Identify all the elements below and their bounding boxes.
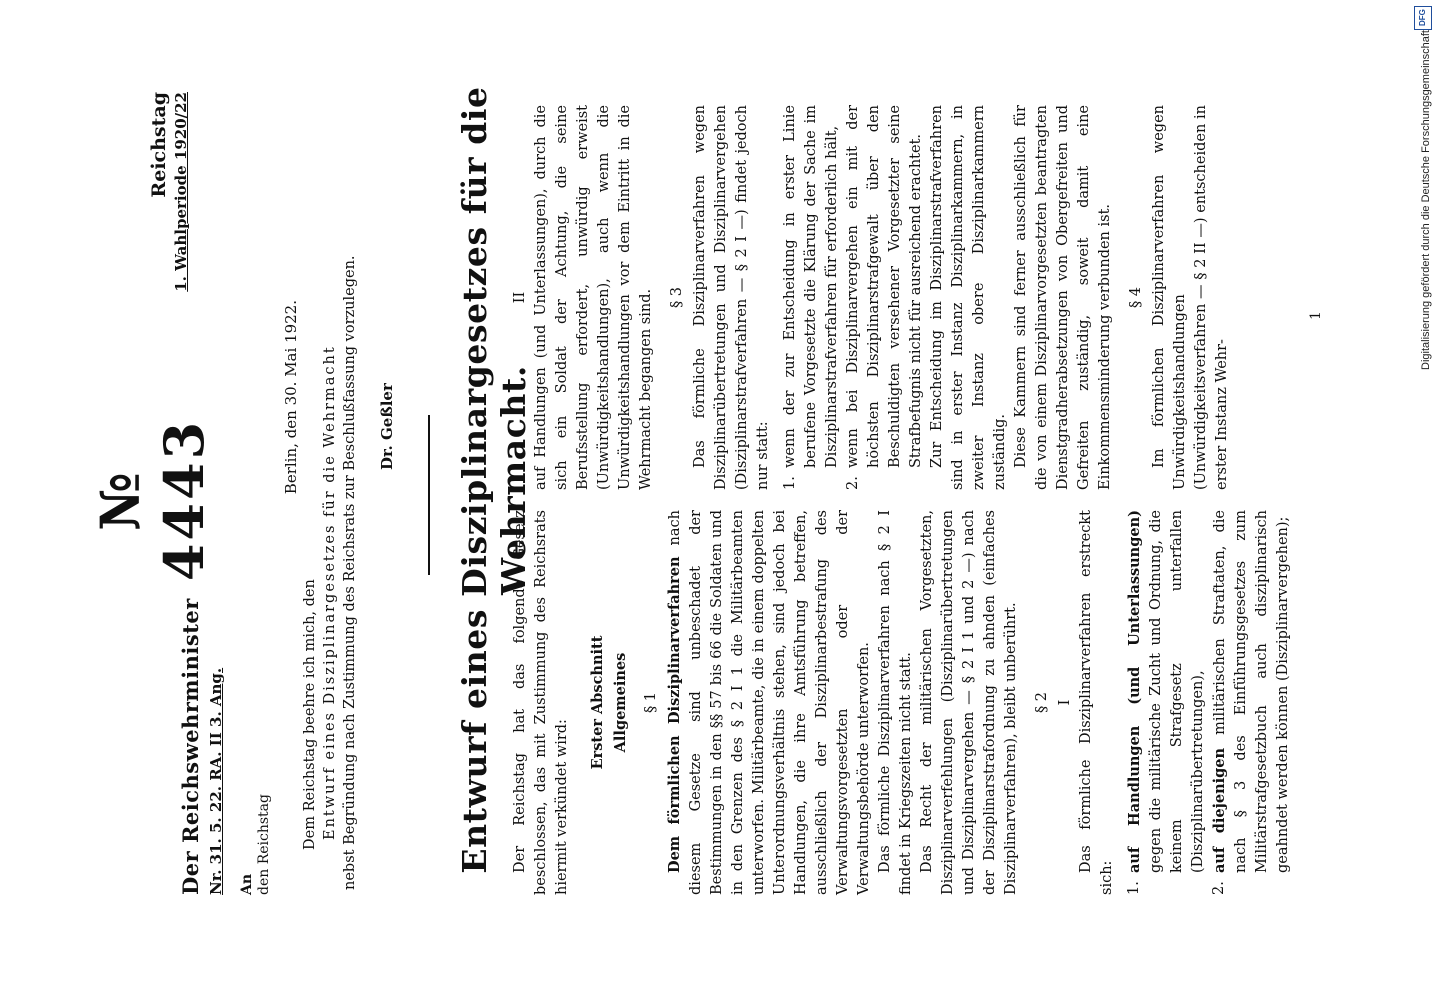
letter-line-1: Dem Reichstag beehre ich mich, den (302, 579, 318, 850)
reference-number: Nr. 31. 5. 22. RA. II 3. Ang. (207, 667, 225, 895)
digitization-credit: Digitalisierung gefördert durch die Deutsche Forschungsgemeinschaft (1420, 30, 1432, 370)
list-item (843, 105, 927, 490)
paragraph-text: Das förmliche Disziplinarverfahren wegen Disziplinarübertretungen und Disziplinarvergehen (Disziplinarstrafverfahren — § 2 I —) findet jedoch nur statt: (692, 105, 771, 490)
signature: Dr. Geßler (378, 383, 396, 470)
reichstag-label: Reichstag (148, 92, 170, 198)
list-rest: gegen die militärische Zucht und Ordnung, die keinem Strafgesetz unterfallen (Disziplinarübertretungen), (1148, 510, 1206, 873)
letter-line-3: nebst Begründung nach Zustimmung des Reichsrats zur Beschlußfassung vorzulegen. (342, 255, 358, 890)
list-text: wenn der zur Entscheidung in erster Linie berufene Vorgesetzte die Klärung der Sache im Disziplinarstrafverfahren für erforderlich hält, (782, 105, 840, 468)
letter-line-2: Entwurf eines Disziplinargesetzes für die Wehrmacht (322, 345, 338, 840)
section-title: Allgemeines (612, 652, 629, 753)
list-number: 2. (845, 476, 861, 490)
list-item (1124, 510, 1209, 895)
list-number: 1. (1126, 881, 1142, 895)
roman-numeral: II (512, 291, 528, 304)
reichstag-block (148, 92, 190, 352)
paragraph-text: Das Recht der militärischen Vorgesetzten, Disziplinarverfehlungen (Disziplinarübertretungen und Disziplinarvergehen — § 2 I 1 und 2 —) nach der Disziplinarstrafordnung zu ahnden (einfaches Disziplinarverfahren), bleibt unberührt. (919, 510, 1019, 895)
dfg-logo: DFG (1414, 6, 1432, 30)
paragraph-text: Zur Entscheidung im Disziplinarstrafverfahren sind in erster Instanz Disziplinarkammern, in zweiter Instanz obere Disziplinarkammern zuständig. (929, 105, 1008, 490)
intro-paragraph: Der Reichstag hat das folgende Gesetz beschlossen, das mit Zustimmung des Reichsrats hiermit verkündet wird: (512, 510, 570, 895)
list-number: 2. (1211, 881, 1227, 895)
paragraph-text (664, 510, 875, 895)
cover-letter (300, 100, 360, 890)
document-title: Entwurf eines Disziplinargesetzes für die Wehrmacht. (455, 86, 533, 874)
list-number: 1. (782, 476, 798, 490)
list-item (1209, 510, 1294, 895)
list-item (780, 105, 843, 490)
list-text: wenn bei Disziplinarvergehen ein mit der höchsten Disziplinarstrafgewalt über den Beschuldigten versehener Vorgesetzter seine Strafbefugnis nicht für ausreichend erachtet. (845, 105, 924, 468)
list-lead: auf diejenigen (1211, 747, 1228, 873)
text-column-right (510, 105, 1233, 490)
list-text (1209, 510, 1294, 873)
paragraph-sign-4: § 4 (1128, 286, 1144, 309)
divider-rule (428, 415, 430, 575)
paragraph-text: Das förmliche Disziplinarverfahren nach § 2 I findet in Kriegszeiten nicht statt. (877, 510, 914, 895)
paragraph-text: Diese Kammern sind ferner ausschließlich für die von einem Disziplinarvorgesetzten beantragten Dienstgradherabsetzungen von Obergefreiten und Gefreiten zuständig, soweit damit eine Einkommensminderung verbunden ist. (1013, 105, 1113, 490)
sender-title: Der Reichswehrminister (178, 598, 203, 895)
text-column-left (510, 510, 1294, 895)
paragraph-sign-1: § 1 (643, 691, 659, 714)
list-text (1124, 510, 1209, 873)
paragraph-sign-2: § 2 (1034, 691, 1050, 714)
document-number: № 4443 (88, 418, 216, 582)
addressee-prefix: An (239, 873, 255, 895)
wahlperiode-label: 1. Wahlperiode 1920/22 (172, 92, 190, 292)
paragraph-sign-3: § 3 (669, 286, 685, 309)
list-lead: auf Handlungen (und Unterlassungen) (1126, 510, 1143, 873)
page-number: 1 (1308, 311, 1324, 320)
list-rest: militärischen Straftaten, die nach § 3 des Einführungsgesetzes zum Militärstrafgesetzbuch auch disziplinarisch geahndet werden können (Disziplinarvergehen); (1212, 510, 1291, 873)
addressee: den Reichstag (256, 794, 272, 895)
paragraph-text: Das förmliche Disziplinarverfahren erstreckt sich: (1078, 510, 1115, 895)
section-heading: Erster Abschnitt (589, 635, 606, 770)
paragraph-text: auf Handlungen (und Unterlassungen), durch die sich ein Soldat der Achtung, die seine Berufsstellung erfordert, unwürdig erweist (Unwürdigkeitshandlungen), auch wenn die Unwürdigkeitshandlungen vor dem Eintritt in die Wehrmacht begangen sind. (533, 105, 654, 490)
roman-numeral: I (1057, 699, 1073, 706)
paragraph-lead: Dem förmlichen Disziplinarverfahren (666, 556, 683, 873)
letter-date: Berlin, den 30. Mai 1922. (282, 300, 300, 495)
paragraph-text: Im förmlichen Disziplinarverfahren wegen Unwürdigkeitshandlungen (Unwürdigkeitsverfahren — § 2 II —) entscheiden in erster Instanz Wehr- (1151, 105, 1230, 490)
paragraph-rest: nach diesem Gesetze sind unbeschadet der Bestimmungen in den §§ 57 bis 66 die Soldaten und in den Grenzen des § 2 I 1 die Militärbeamten unterworfen. Militärbeamte, die in einem doppelten Unterordnungsverhältnis stehen, sind jedoch bei Handlungen, die ihre Amtsführung betreffen, ausschließlich der Disziplinarbestrafung des Verwaltungsvorgesetzten oder der Verwaltungsbehörde unterworfen. (667, 510, 872, 895)
